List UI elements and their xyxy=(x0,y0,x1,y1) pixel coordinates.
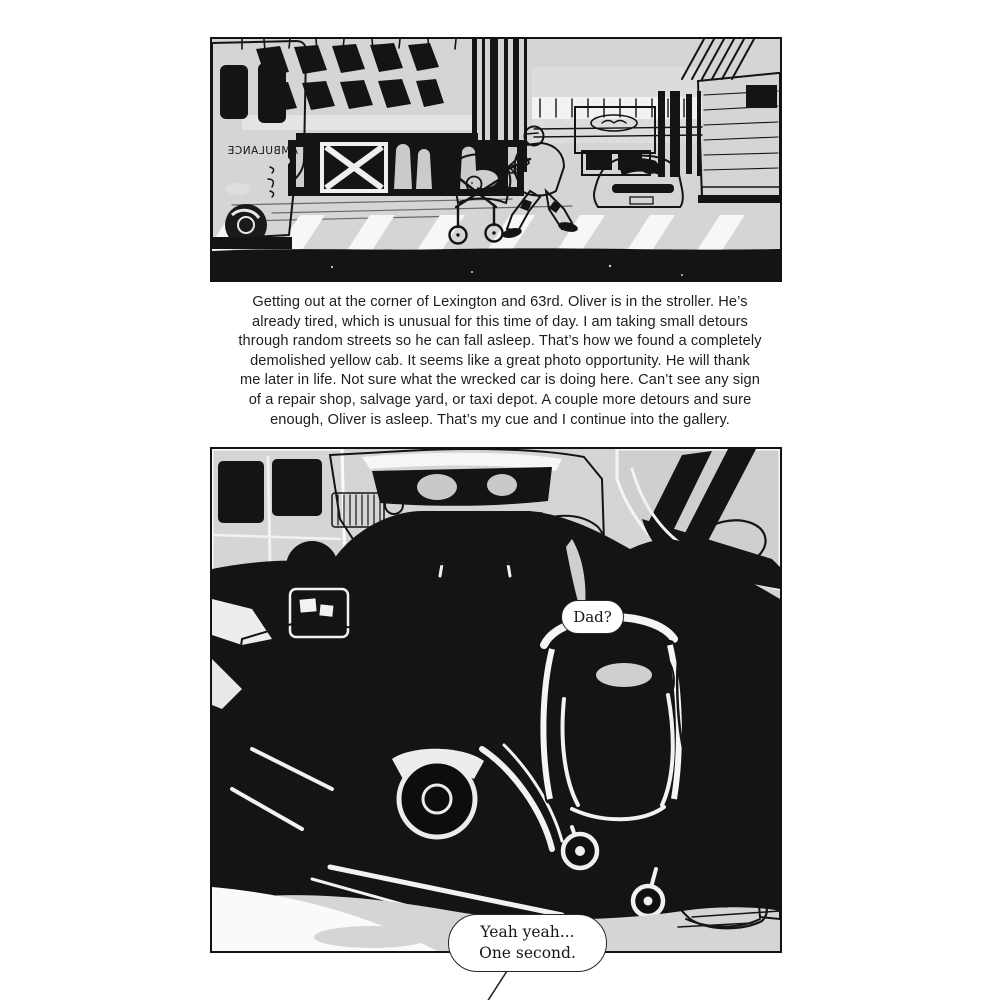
street-scene-drawing xyxy=(212,39,780,280)
narration-line: through random streets so he can fall asleep. That’s how we found a completely xyxy=(238,333,762,350)
speech-bubble-reply-line2: One second. xyxy=(479,944,576,962)
narration-line: of a repair shop, salvage yard, or taxi depot. A couple more detours and sure xyxy=(248,391,752,408)
narration-line: enough, Oliver is asleep. That’s my cue and I continue into the gallery. xyxy=(270,411,730,428)
narration-line: me later in life. Not sure what the wrecked car is doing here. Can’t see any sign xyxy=(240,372,760,389)
speech-bubble-reply xyxy=(448,914,607,972)
narration-line: Getting out at the corner of Lexington and 63rd. Oliver is in the stroller. He’s xyxy=(252,294,748,310)
narration-line: demolished yellow cab. It seems like a great photo opportunity. He will thank xyxy=(250,352,750,369)
narration-line: already tired, which is unusual for this time of day. I am taking small detours xyxy=(252,313,748,330)
narration-text xyxy=(200,293,800,430)
speech-tail-reply xyxy=(478,969,518,1000)
background-van xyxy=(212,449,345,571)
comic-panel-wreck xyxy=(210,447,782,953)
speech-bubble-dad: Dad? xyxy=(561,600,624,634)
ambulance-text-mirrored: AMBULANCE xyxy=(227,145,298,157)
comic-panel-street xyxy=(210,37,782,282)
wreck-scene-drawing xyxy=(212,449,780,951)
speech-bubble-reply-line1: Yeah yeah... xyxy=(480,923,575,941)
foreground-shadow xyxy=(212,248,780,280)
wreck-shadow-mass xyxy=(212,511,780,919)
